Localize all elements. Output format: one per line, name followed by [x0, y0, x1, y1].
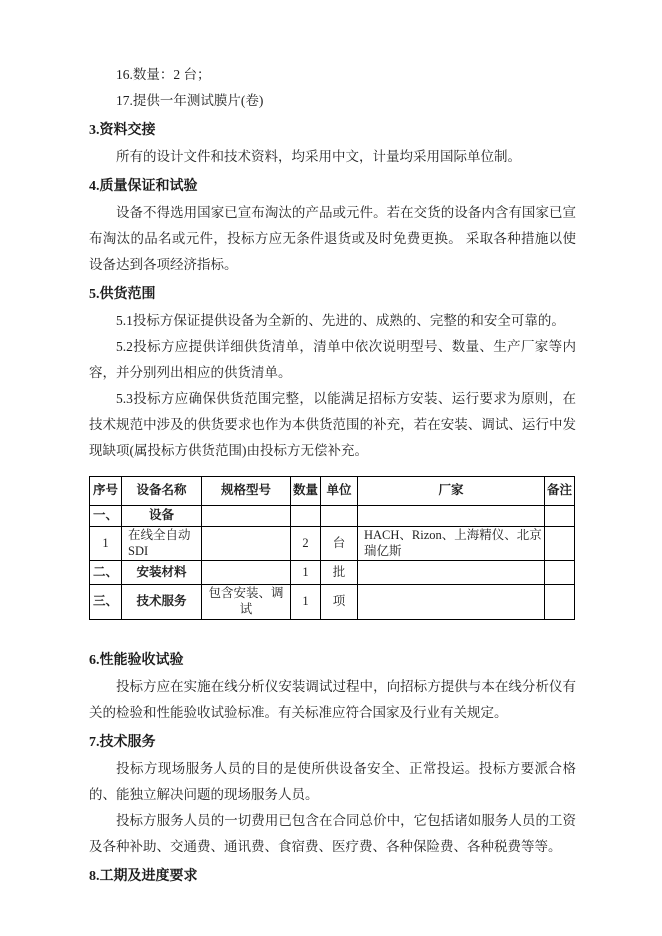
section-5-paragraph-3: 5.3投标方应确保供货范围完整，以能满足招标方安装、运行要求为原则，在技术规范中涉及的供货要求也作为本供货范围的补充，若在安装、调试、运行中发现缺项(属投标方供货范围)由投标方无偿补充。: [89, 391, 576, 458]
section-heading-3: 3.资料交接: [89, 123, 156, 138]
table-cell: 技术服务: [122, 585, 202, 619]
table-cell: 1: [291, 561, 321, 585]
table-cell: HACH、Rizon、上海精仪、北京瑞亿斯: [358, 527, 545, 561]
section-5-paragraph-2: 5.2投标方应提供详细供货清单，清单中依次说明型号、数量、生产厂家等内容，并分别列出相应的供货清单。: [89, 339, 576, 380]
section-7-paragraph-2: 投标方服务人员的一切费用已包含在合同总价中，它包括诸如服务人员的工资及各种补助、交通费、通讯费、食宿费、医疗费、各种保险费、各种税费等等。: [89, 812, 576, 854]
table-cell: [321, 506, 358, 527]
header-cell-device-name: 设备名称: [122, 477, 202, 506]
numbered-item-17: 17.提供一年测试膜片(卷): [116, 93, 264, 108]
table-row-category-equipment: [90, 506, 575, 527]
table-cell: [358, 506, 545, 527]
supply-scope-table: [89, 476, 575, 620]
section-6-paragraph: 投标方应在实施在线分析仪安装调试过程中，向招标方提供与本在线分析仪有关的检验和性能验收试验标准。有关标准应符合国家及行业有关规定。: [89, 678, 576, 720]
table-cell: 批: [321, 561, 358, 585]
table-cell: [545, 527, 575, 561]
table-cell: [358, 585, 545, 619]
table-cell: 二、: [90, 561, 122, 585]
header-cell-manufacturer: 厂家: [358, 477, 545, 506]
table-cell: 2: [291, 527, 321, 561]
table-cell: 安装材料: [122, 561, 202, 585]
header-cell-remarks: 备注: [545, 477, 575, 506]
section-heading-8: 8.工期及进度要求: [89, 868, 198, 884]
table-cell: [358, 561, 545, 585]
table-cell: [291, 506, 321, 527]
table-cell: 台: [321, 527, 358, 561]
table-cell: [202, 506, 291, 527]
header-cell-unit: 单位: [321, 477, 358, 506]
table-cell: [202, 561, 291, 585]
section-heading-7: 7.技术服务: [89, 734, 156, 750]
numbered-item-16: 16.数量：2 台；: [116, 67, 211, 82]
table-cell: [545, 506, 575, 527]
header-cell-seq: 序号: [90, 477, 122, 506]
section-heading-5: 5.供货范围: [89, 287, 156, 302]
table-header-row: [90, 477, 575, 506]
table-cell: [545, 561, 575, 585]
table-cell: 项: [321, 585, 358, 619]
table-cell: 1: [291, 585, 321, 619]
header-cell-spec-model: 规格型号: [202, 477, 291, 506]
section-4-paragraph: 设备不得选用国家已宣布淘汰的产品或元件。若在交货的设备内含有国家已宣布淘汰的品名或元件，投标方应无条件退货或及时免费更换。 采取各种措施以使设备达到各项经济指标。: [89, 205, 576, 272]
section-heading-6: 6.性能验收试验: [89, 652, 184, 668]
table-cell: 三、: [90, 585, 122, 619]
table-row-category-install-material: [90, 561, 575, 585]
table-row-sdi-analyzer: [90, 527, 575, 561]
section-7-paragraph-1: 投标方现场服务人员的目的是使所供设备安全、正常投运。投标方要派合格的、能独立解决问题的现场服务人员。: [89, 760, 576, 802]
table-cell: 包含安装、调试: [202, 585, 291, 619]
document-content: [89, 62, 576, 890]
header-cell-quantity: 数量: [291, 477, 321, 506]
section-5-paragraph-1: 5.1投标方保证提供设备为全新的、先进的、成熟的、完整的和安全可靠的。: [116, 313, 565, 328]
table-row-category-technical-service: [90, 585, 575, 619]
table-cell: [545, 585, 575, 619]
table-cell: 设备: [122, 506, 202, 527]
section-heading-4: 4.质量保证和试验: [89, 179, 198, 194]
table-cell: 1: [90, 527, 122, 561]
table-cell: 在线全自动 SDI: [122, 527, 202, 561]
table-cell: 一、: [90, 506, 122, 527]
section-3-paragraph: 所有的设计文件和技术资料，均采用中文，计量均采用国际单位制。: [116, 149, 521, 164]
table-cell: [202, 527, 291, 561]
